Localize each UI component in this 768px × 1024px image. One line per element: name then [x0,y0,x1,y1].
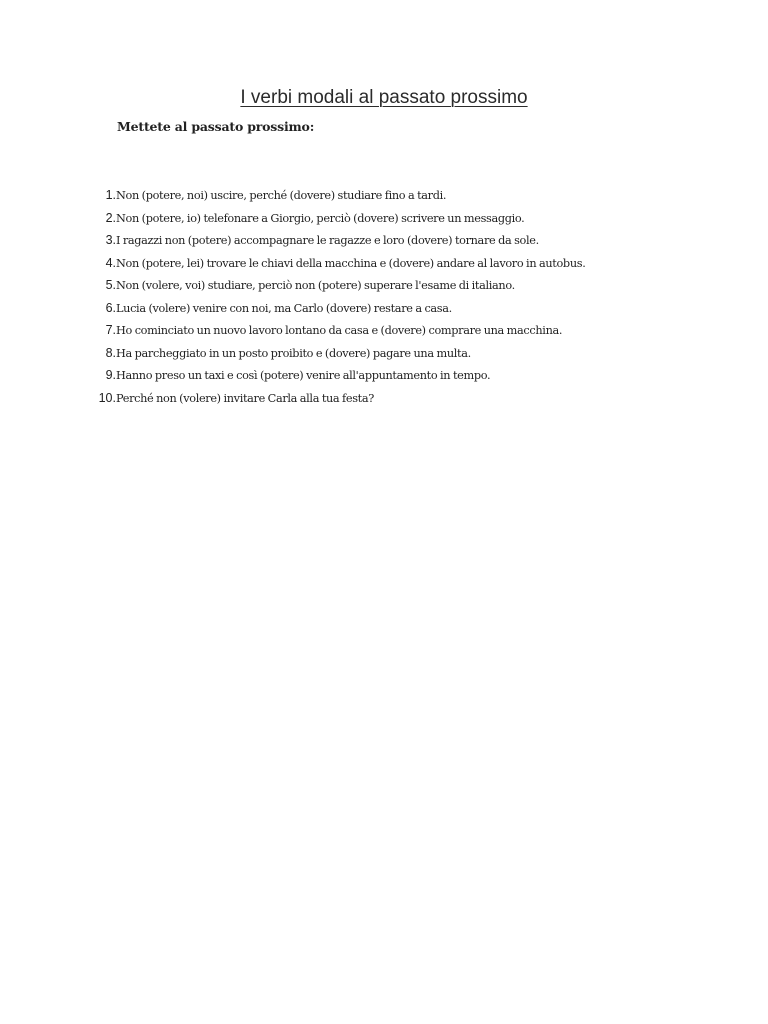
exercise-list [85,184,705,409]
item-number-label: 10. [98,390,116,405]
instruction-text: Mettete al passato prossimo: [117,119,315,134]
item-text: Ha parcheggiato in un posto proibito e (dovere) pagare una multa. [116,346,471,360]
list-item [85,229,705,252]
item-text: Non (potere, io) telefonare a Giorgio, perciò (dovere) scrivere un messaggio. [116,211,525,225]
item-number [85,229,116,252]
item-number-label: 7. [105,323,116,337]
list-item [85,252,705,275]
list-item [85,184,705,207]
item-number-label: 6. [105,300,116,315]
list-item [85,207,705,230]
item-text: Non (potere, lei) trovare le chiavi della macchina e (dovere) andare al lavoro in autobus. [116,256,586,270]
item-number [85,274,116,297]
item-number [85,387,116,410]
item-number-label: 9. [105,368,116,382]
item-number [85,319,116,342]
item-number [85,184,116,207]
list-item [85,342,705,365]
item-number-label: 8. [105,345,116,360]
item-text: Ho cominciato un nuovo lavoro lontano da casa e (dovere) comprare una macchina. [116,324,563,337]
item-number [85,297,116,320]
item-number-label: 2. [105,210,116,225]
item-text: Hanno preso un taxi e così (potere) venire all'appuntamento in tempo. [116,369,491,382]
item-number [85,342,116,365]
item-number [85,207,116,230]
item-text: I ragazzi non (potere) accompagnare le ragazze e loro (dovere) tornare da sole. [116,234,539,247]
item-text: Non (potere, noi) uscire, perché (dovere) studiare fino a tardi. [116,189,447,202]
item-number-label: 1. [105,188,116,202]
page-title: I verbi modali al passato prossimo [240,87,528,108]
list-item [85,297,705,320]
list-item [85,274,705,297]
item-number [85,364,116,387]
item-text: Perché non (volere) invitare Carla alla tua festa? [116,391,374,405]
list-item [85,364,705,387]
list-item [85,387,705,410]
list-item [85,319,705,342]
item-number-label: 5. [105,278,116,292]
item-text: Lucia (volere) venire con noi, ma Carlo (dovere) restare a casa. [116,301,452,315]
item-number [85,252,116,275]
item-number-label: 3. [105,233,116,247]
item-text: Non (volere, voi) studiare, perciò non (potere) superare l'esame di italiano. [116,279,515,292]
item-number-label: 4. [105,255,116,270]
